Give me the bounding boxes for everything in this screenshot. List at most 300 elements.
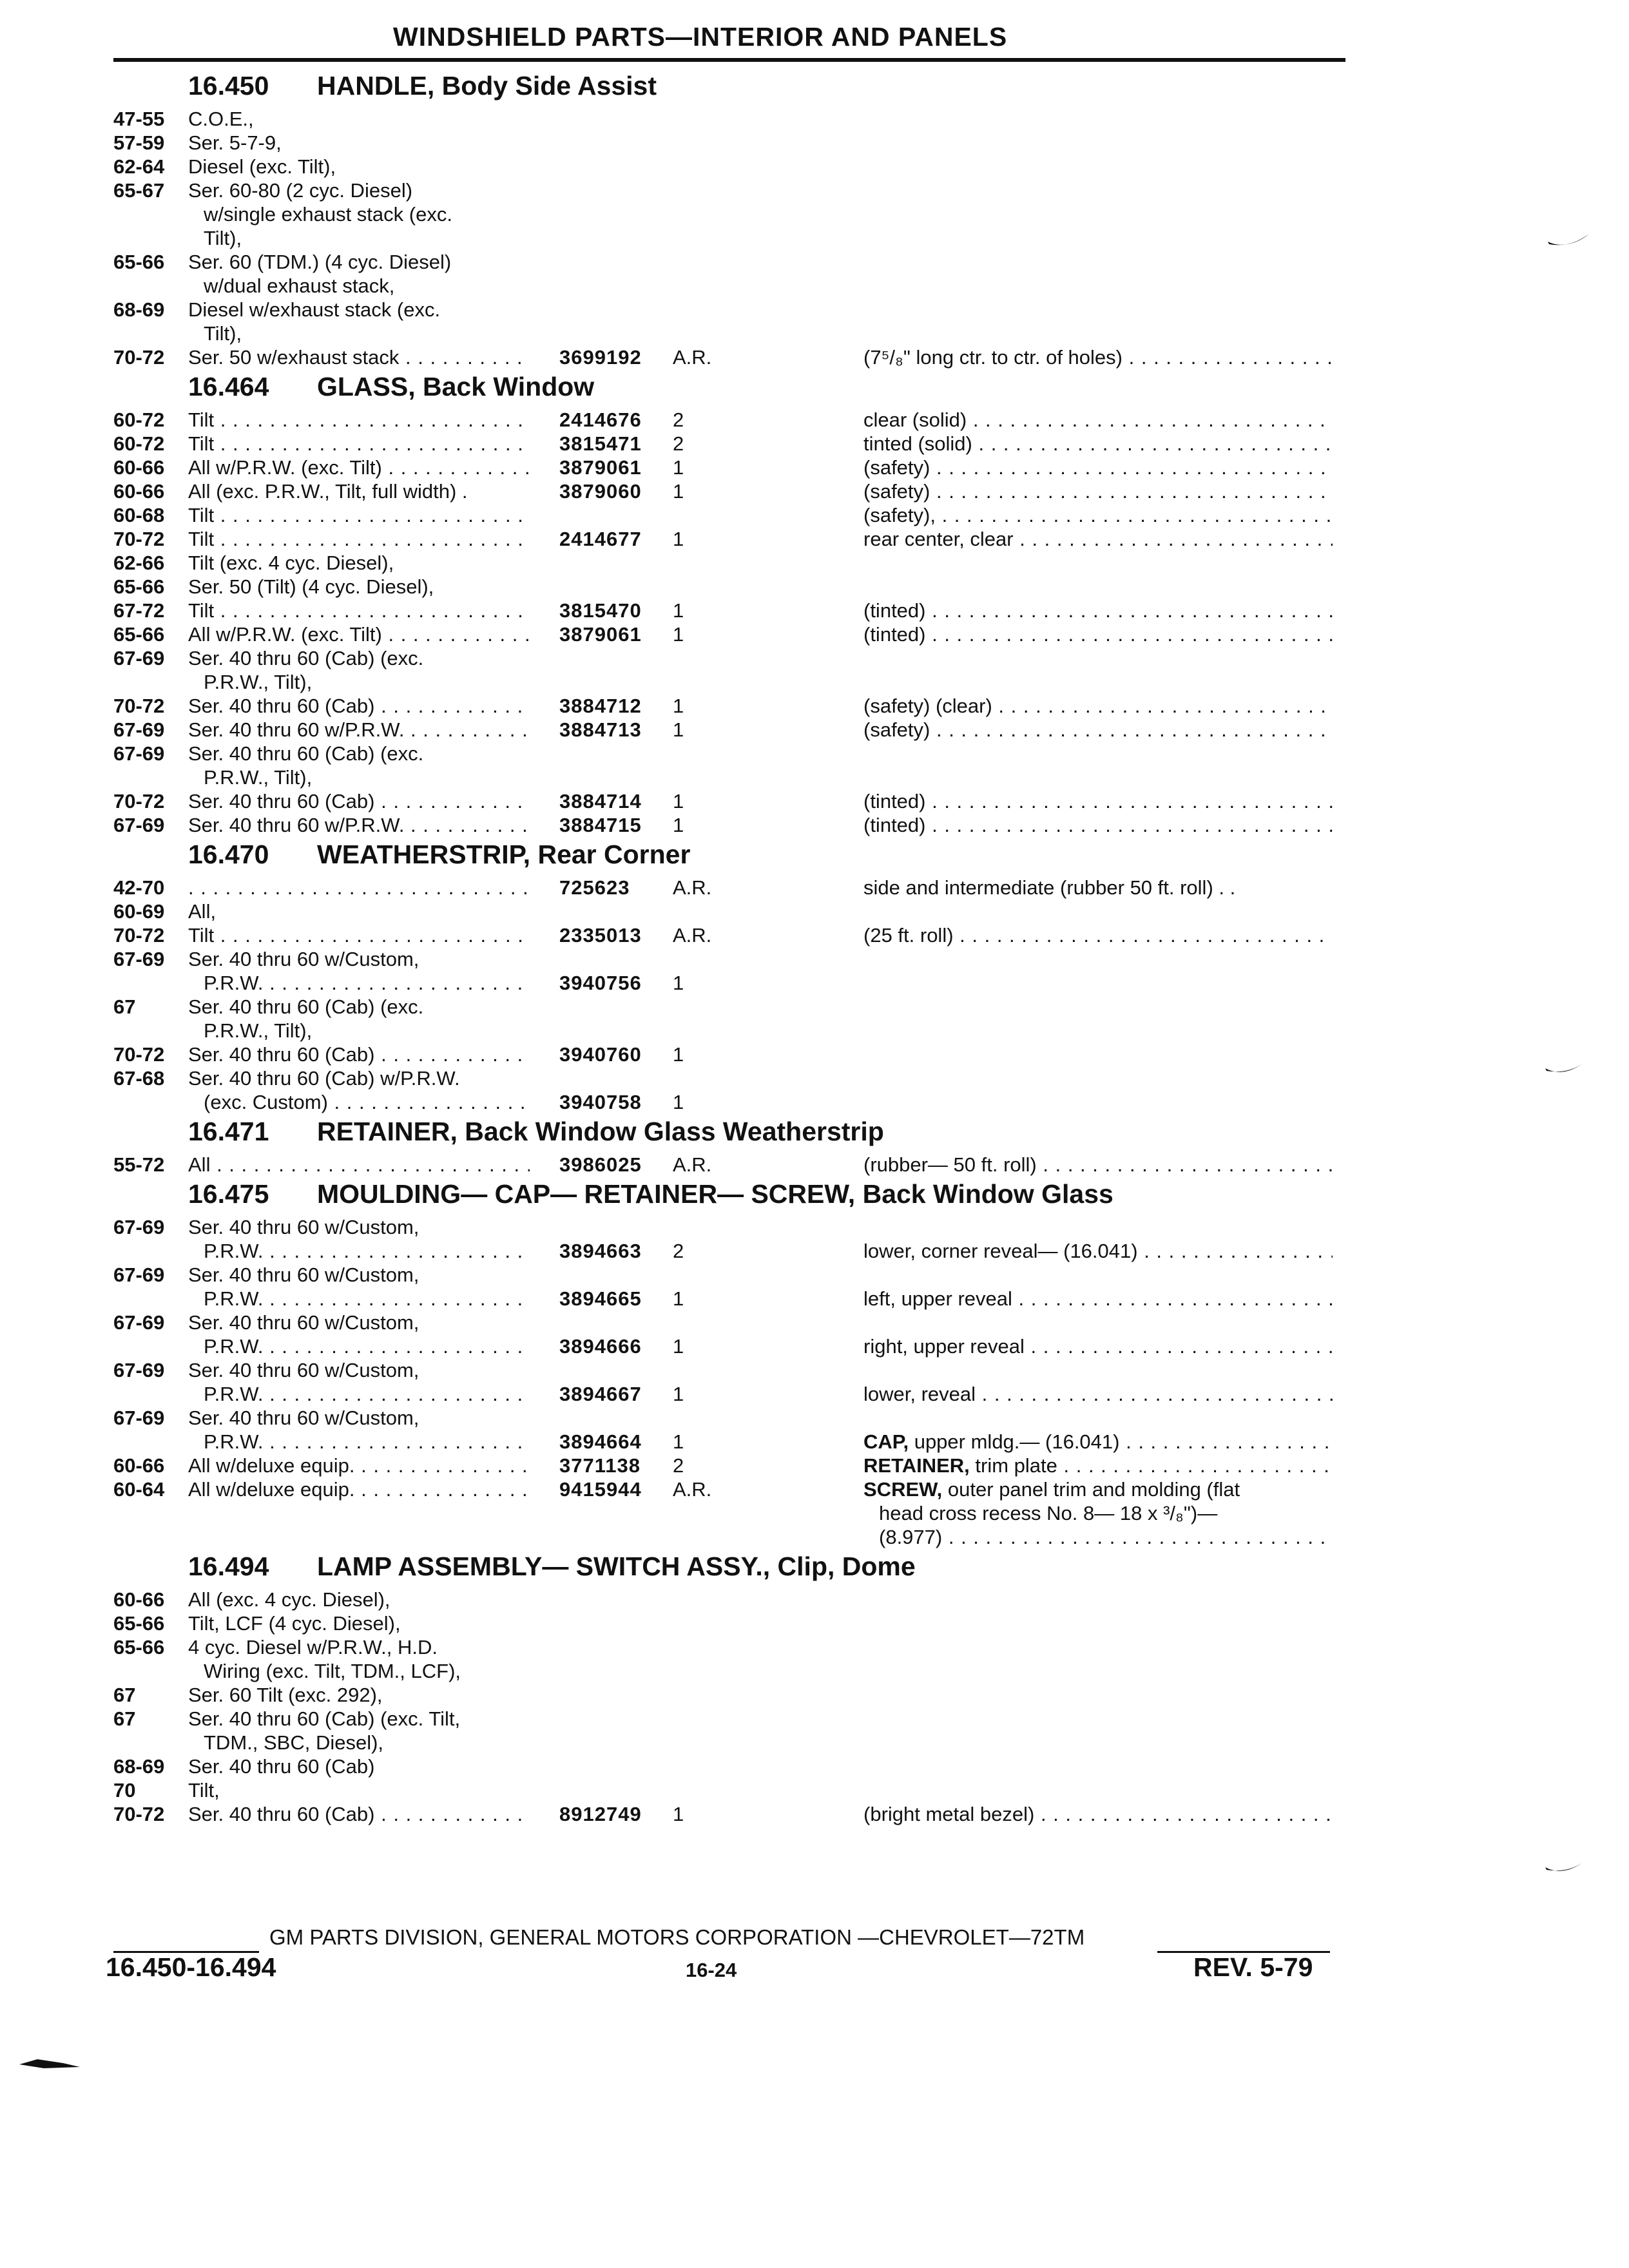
section-title: MOULDING— CAP— RETAINER— SCREW, Back Window Glass	[317, 1179, 1113, 1209]
model-years: 60-66	[113, 456, 165, 479]
quantity: 1	[673, 814, 684, 836]
application-description: Ser. 40 thru 60 w/Custom,	[188, 1359, 419, 1381]
model-years: 65-66	[113, 1636, 165, 1658]
model-years: 67-69	[113, 1407, 165, 1429]
section-title: RETAINER, Back Window Glass Weatherstrip	[317, 1117, 884, 1146]
list-item	[0, 622, 1629, 646]
section-16-450	[0, 71, 1629, 369]
part-number: 3884714	[559, 790, 642, 812]
application-description: P.R.W. . . .	[188, 1334, 530, 1358]
application-description: P.R.W. . . .	[188, 1430, 530, 1454]
model-years: 70	[113, 1779, 136, 1802]
application-description: P.R.W., Tilt),	[204, 1019, 313, 1042]
note-text: (bright metal bezel)	[863, 1803, 1035, 1825]
application-description: Ser. 40 thru 60 (Cab) . . .	[188, 1802, 530, 1826]
part-note	[863, 923, 1333, 947]
part-note	[863, 694, 1333, 718]
note-text: (safety) (clear)	[863, 695, 992, 717]
list-item	[0, 1501, 1629, 1525]
application-description: Tilt . . .	[188, 527, 530, 551]
application-description: All,	[188, 900, 217, 923]
note-text: clear (solid)	[863, 408, 967, 431]
section-heading	[0, 840, 1629, 876]
part-number: 3884715	[559, 814, 642, 836]
list-item	[0, 1477, 1629, 1501]
application-description: Tilt . . .	[188, 432, 530, 456]
list-item	[0, 551, 1629, 575]
application-description: Diesel w/exhaust stack (exc.	[188, 298, 441, 321]
part-note	[863, 456, 1333, 479]
part-note	[863, 1802, 1333, 1826]
list-item	[0, 1239, 1629, 1263]
list-item	[0, 694, 1629, 718]
section-heading	[0, 1179, 1629, 1215]
section-16-471	[0, 1117, 1629, 1177]
quantity: 1	[673, 1091, 684, 1113]
list-item	[0, 1406, 1629, 1430]
list-item	[0, 432, 1629, 456]
note-text: (tinted)	[863, 814, 926, 836]
part-note	[863, 1239, 1333, 1263]
quantity: 1	[673, 972, 684, 994]
section-number: 16.494	[188, 1552, 269, 1581]
section-16-494	[0, 1552, 1629, 1826]
note-text: (tinted)	[863, 623, 926, 646]
part-note	[863, 1287, 1333, 1311]
list-item	[0, 575, 1629, 599]
application-description: P.R.W. . . .	[188, 1287, 530, 1311]
part-number: 3894663	[559, 1240, 642, 1262]
model-years: 68-69	[113, 1755, 165, 1778]
quantity: 1	[673, 1430, 684, 1453]
application-description: Tilt),	[204, 227, 242, 249]
model-years: 67-72	[113, 599, 165, 622]
list-item	[0, 876, 1629, 899]
quantity: 1	[673, 1287, 684, 1310]
note-text: right, upper reveal	[863, 1335, 1025, 1358]
application-description: Ser. 40 thru 60 w/Custom,	[188, 1311, 419, 1334]
application-description: C.O.E.,	[188, 108, 254, 130]
section-heading	[0, 71, 1629, 107]
list-item	[0, 1043, 1629, 1066]
note-text: outer panel trim and molding (flat	[947, 1478, 1240, 1501]
list-item	[0, 202, 1629, 226]
list-item	[0, 947, 1629, 971]
quantity: 2	[673, 408, 684, 431]
list-item	[0, 646, 1629, 670]
model-years: 62-66	[113, 552, 165, 574]
part-number: 3940756	[559, 972, 642, 994]
footer-range: 16.450-16.494	[106, 1952, 276, 1982]
quantity: A.R.	[673, 346, 712, 369]
application-description: All w/deluxe equip. . . .	[188, 1454, 530, 1477]
note-text: (safety)	[863, 718, 930, 741]
model-years: 67	[113, 1707, 136, 1730]
list-item	[0, 479, 1629, 503]
application-description: Ser. 40 thru 60 (Cab) . . .	[188, 694, 530, 718]
model-years: 67-69	[113, 1359, 165, 1381]
model-years: 67-69	[113, 814, 165, 836]
list-item	[0, 1588, 1629, 1611]
note-text: lower, reveal	[863, 1383, 976, 1405]
part-number: 3986025	[559, 1153, 642, 1176]
part-number: 3894664	[559, 1430, 642, 1453]
list-item	[0, 1090, 1629, 1114]
scan-mark-1	[1547, 229, 1592, 255]
part-note	[863, 1153, 1333, 1177]
part-note	[863, 1334, 1333, 1358]
application-description: P.R.W., Tilt),	[204, 671, 313, 693]
list-item	[0, 527, 1629, 551]
application-description: Ser. 40 thru 60 w/Custom,	[188, 948, 419, 970]
model-years: 60-64	[113, 1478, 165, 1501]
list-item	[0, 274, 1629, 298]
scan-mark-3	[1544, 1856, 1589, 1881]
list-item	[0, 813, 1629, 837]
model-years: 65-66	[113, 1612, 165, 1635]
quantity: 1	[673, 695, 684, 717]
list-item	[0, 1334, 1629, 1358]
model-years: 70-72	[113, 924, 165, 947]
application-description: Tilt . . .	[188, 503, 530, 527]
application-description: Ser. 40 thru 60 w/Custom,	[188, 1264, 419, 1286]
application-description: Ser. 60 (TDM.) (4 cyc. Diesel)	[188, 251, 452, 273]
part-number: 3884713	[559, 718, 642, 741]
part-note	[863, 599, 1333, 622]
application-description: Ser. 40 thru 60 (Cab) . . .	[188, 789, 530, 813]
application-description: Ser. 40 thru 60 w/P.R.W. . . .	[188, 718, 530, 742]
section-16-475	[0, 1179, 1629, 1549]
part-note	[863, 876, 1333, 899]
list-item	[0, 1454, 1629, 1477]
part-note	[863, 789, 1333, 813]
part-note	[863, 503, 1333, 527]
model-years: 67	[113, 995, 136, 1018]
model-years: 60-68	[113, 504, 165, 526]
part-number: 3815470	[559, 599, 642, 622]
section-heading	[0, 372, 1629, 408]
model-years: 68-69	[113, 298, 165, 321]
note-text: (safety),	[863, 504, 936, 526]
application-description: All . . .	[188, 1153, 530, 1177]
application-description: P.R.W., Tilt),	[204, 766, 313, 789]
list-item	[0, 670, 1629, 694]
model-years: 67-68	[113, 1067, 165, 1090]
part-number: 3879061	[559, 623, 642, 646]
application-description: Ser. 40 thru 60 w/Custom,	[188, 1216, 419, 1238]
model-years: 42-70	[113, 876, 165, 899]
application-description: Ser. 60 Tilt (exc. 292),	[188, 1684, 383, 1706]
note-text: (safety)	[863, 480, 930, 503]
quantity: A.R.	[673, 876, 712, 899]
quantity: 1	[673, 1335, 684, 1358]
model-years: 67-69	[113, 1311, 165, 1334]
application-description: Ser. 40 thru 60 (Cab) (exc. Tilt,	[188, 1707, 461, 1730]
note-part-name: RETAINER,	[863, 1454, 970, 1477]
footer-revision: REV. 5-79	[1193, 1952, 1313, 1982]
note-text: (7⁵/₈" long ctr. to ctr. of holes)	[863, 346, 1123, 369]
model-years: 70-72	[113, 1803, 165, 1825]
application-description: Ser. 40 thru 60 (Cab) (exc.	[188, 647, 424, 669]
model-years: 70-72	[113, 695, 165, 717]
quantity: 2	[673, 1240, 684, 1262]
quantity: A.R.	[673, 1478, 712, 1501]
list-item	[0, 1153, 1629, 1177]
note-text: upper mldg.— (16.041)	[914, 1430, 1120, 1453]
quantity: 1	[673, 718, 684, 741]
model-years: 67-69	[113, 1216, 165, 1238]
section-number: 16.471	[188, 1117, 269, 1146]
list-item	[0, 1066, 1629, 1090]
part-note	[863, 718, 1333, 742]
application-description: Tilt,	[188, 1779, 220, 1802]
quantity: A.R.	[673, 1153, 712, 1176]
note-text: left, upper reveal	[863, 1287, 1012, 1310]
part-number: 725623	[559, 876, 630, 899]
list-item	[0, 155, 1629, 178]
model-years: 55-72	[113, 1153, 165, 1176]
list-item	[0, 503, 1629, 527]
part-note	[863, 345, 1333, 369]
part-number: 3894666	[559, 1335, 642, 1358]
part-number: 3879060	[559, 480, 642, 503]
quantity: 1	[673, 456, 684, 479]
section-16-470	[0, 840, 1629, 1114]
part-note	[863, 622, 1333, 646]
application-description: Ser. 40 thru 60 (Cab) (exc.	[188, 995, 424, 1018]
list-item	[0, 1215, 1629, 1239]
quantity: 1	[673, 528, 684, 550]
application-description: Ser. 60-80 (2 cyc. Diesel)	[188, 179, 413, 202]
model-years: 70-72	[113, 346, 165, 369]
model-years: 67-69	[113, 742, 165, 765]
application-description: All (exc. P.R.W., Tilt, full width) .	[188, 480, 468, 503]
application-description: Ser. 40 thru 60 w/P.R.W. . . .	[188, 813, 530, 837]
application-description: Diesel (exc. Tilt),	[188, 155, 336, 178]
note-text: rear center, clear	[863, 528, 1014, 550]
model-years: 62-64	[113, 155, 165, 178]
model-years: 65-66	[113, 575, 165, 598]
application-description: Tilt . . .	[188, 599, 530, 622]
application-description: Ser. 40 thru 60 (Cab)	[188, 1755, 375, 1778]
quantity: 1	[673, 1383, 684, 1405]
part-number: 2414676	[559, 408, 642, 431]
list-item	[0, 971, 1629, 995]
application-description: Ser. 50 (Tilt) (4 cyc. Diesel),	[188, 575, 434, 598]
part-number: 2335013	[559, 924, 642, 947]
list-item	[0, 599, 1629, 622]
list-item	[0, 742, 1629, 765]
note-part-name: SCREW,	[863, 1478, 943, 1501]
list-item	[0, 1358, 1629, 1382]
application-description: w/single exhaust stack (exc.	[204, 203, 452, 226]
list-item	[0, 1635, 1629, 1659]
section-number: 16.470	[188, 840, 269, 869]
list-item	[0, 718, 1629, 742]
part-number: 9415944	[559, 1478, 642, 1501]
application-description: Ser. 40 thru 60 (Cab) w/P.R.W.	[188, 1067, 460, 1090]
quantity: 2	[673, 432, 684, 455]
model-years: 67-69	[113, 647, 165, 669]
part-note	[863, 1430, 1333, 1454]
quantity: A.R.	[673, 924, 712, 947]
part-note	[863, 1382, 1333, 1406]
model-years: 47-55	[113, 108, 165, 130]
application-description: P.R.W. . . .	[188, 1239, 530, 1263]
application-description: 4 cyc. Diesel w/P.R.W., H.D.	[188, 1636, 438, 1658]
application-description: Tilt . . .	[188, 923, 530, 947]
part-note	[863, 408, 1333, 432]
note-text: tinted (solid)	[863, 432, 972, 455]
quantity: 1	[673, 790, 684, 812]
model-years: 57-59	[113, 131, 165, 154]
application-description: Tilt (exc. 4 cyc. Diesel),	[188, 552, 394, 574]
list-item	[0, 345, 1629, 369]
part-number: 3815471	[559, 432, 642, 455]
model-years: 67-69	[113, 718, 165, 741]
section-number: 16.464	[188, 372, 269, 401]
section-title: WEATHERSTRIP, Rear Corner	[317, 840, 691, 869]
part-note	[863, 1501, 1333, 1525]
list-item	[0, 1525, 1629, 1549]
part-number: 3940758	[559, 1091, 642, 1113]
application-description: Tilt),	[204, 322, 242, 345]
part-note	[863, 1525, 1333, 1549]
application-description: TDM., SBC, Diesel),	[204, 1731, 384, 1754]
part-note	[863, 1454, 1333, 1477]
model-years: 70-72	[113, 528, 165, 550]
section-title: HANDLE, Body Side Assist	[317, 71, 657, 101]
list-item	[0, 131, 1629, 155]
section-number: 16.475	[188, 1179, 269, 1209]
application-description: All w/deluxe equip. . . .	[188, 1477, 530, 1501]
application-description: w/dual exhaust stack,	[204, 274, 395, 297]
part-number: 3894665	[559, 1287, 642, 1310]
quantity: 1	[673, 599, 684, 622]
model-years: 67-69	[113, 1264, 165, 1286]
list-item	[0, 1802, 1629, 1826]
list-item	[0, 1683, 1629, 1707]
list-item	[0, 250, 1629, 274]
list-item	[0, 408, 1629, 432]
application-description	[188, 876, 530, 899]
application-description: (exc. Custom) . . .	[188, 1090, 530, 1114]
model-years: 60-66	[113, 1588, 165, 1611]
model-years: 60-72	[113, 432, 165, 455]
page-title: WINDSHIELD PARTS—INTERIOR AND PANELS	[393, 22, 1008, 52]
section-title: LAMP ASSEMBLY— SWITCH ASSY., Clip, Dome	[317, 1552, 916, 1581]
application-description: P.R.W. . . .	[188, 1382, 530, 1406]
application-description: Ser. 50 w/exhaust stack . . .	[188, 345, 530, 369]
section-heading	[0, 1552, 1629, 1588]
application-description: Ser. 40 thru 60 w/Custom,	[188, 1407, 419, 1429]
application-description: All w/P.R.W. (exc. Tilt) . . .	[188, 622, 530, 646]
part-note	[863, 527, 1333, 551]
model-years: 60-69	[113, 900, 165, 923]
part-number: 3771138	[559, 1454, 641, 1477]
note-part-name: CAP,	[863, 1430, 909, 1453]
list-item	[0, 1382, 1629, 1406]
note-text: head cross recess No. 8— 18 x ³/₈")—	[879, 1502, 1218, 1524]
model-years: 65-66	[113, 251, 165, 273]
list-item	[0, 995, 1629, 1019]
section-number: 16.450	[188, 71, 269, 101]
list-item	[0, 923, 1629, 947]
model-years: 67-69	[113, 948, 165, 970]
section-heading	[0, 1117, 1629, 1153]
list-item	[0, 1019, 1629, 1043]
list-item	[0, 1311, 1629, 1334]
part-number: 3699192	[559, 346, 642, 369]
part-note	[863, 813, 1333, 837]
list-item	[0, 765, 1629, 789]
model-years: 67	[113, 1684, 136, 1706]
list-item	[0, 899, 1629, 923]
list-item	[0, 178, 1629, 202]
model-years: 65-67	[113, 179, 165, 202]
model-years: 70-72	[113, 790, 165, 812]
part-number: 8912749	[559, 1803, 642, 1825]
application-description: Wiring (exc. Tilt, TDM., LCF),	[204, 1660, 461, 1682]
list-item	[0, 1731, 1629, 1754]
model-years: 60-66	[113, 480, 165, 503]
application-description: Ser. 5-7-9,	[188, 131, 282, 154]
section-title: GLASS, Back Window	[317, 372, 595, 401]
application-description: All w/P.R.W. (exc. Tilt) . . .	[188, 456, 530, 479]
part-note	[863, 432, 1333, 456]
model-years: 60-66	[113, 1454, 165, 1477]
application-description: P.R.W. . . .	[188, 971, 530, 995]
list-item	[0, 1611, 1629, 1635]
list-item	[0, 1263, 1629, 1287]
part-number: 3940760	[559, 1043, 642, 1066]
quantity: 2	[673, 1454, 684, 1477]
quantity: 1	[673, 623, 684, 646]
parts-list	[0, 71, 1629, 1829]
application-description: Tilt . . .	[188, 408, 530, 432]
footer-page-number: 16-24	[686, 1959, 737, 1981]
note-text: (tinted)	[863, 599, 926, 622]
note-text: (tinted)	[863, 790, 926, 812]
section-16-464	[0, 372, 1629, 837]
scan-mark-4	[18, 2053, 82, 2072]
note-text: side and intermediate (rubber 50 ft. roll) . .	[863, 876, 1236, 899]
part-number: 3884712	[559, 695, 642, 717]
part-note	[863, 479, 1333, 503]
list-item	[0, 1707, 1629, 1731]
header-rule	[113, 58, 1345, 62]
footer-publisher: GM PARTS DIVISION, GENERAL MOTORS CORPORATION —CHEVROLET—72TM	[269, 1925, 1085, 1949]
list-item	[0, 789, 1629, 813]
list-item	[0, 298, 1629, 322]
note-text: (rubber— 50 ft. roll)	[863, 1153, 1037, 1176]
list-item	[0, 1659, 1629, 1683]
list-item	[0, 1754, 1629, 1778]
model-years: 65-66	[113, 623, 165, 646]
list-item	[0, 1430, 1629, 1454]
list-item	[0, 226, 1629, 250]
list-item	[0, 1287, 1629, 1311]
application-description: Ser. 40 thru 60 (Cab) (exc.	[188, 742, 424, 765]
note-text: (25 ft. roll)	[863, 924, 954, 947]
quantity: 1	[673, 1803, 684, 1825]
list-item	[0, 456, 1629, 479]
part-number: 3894667	[559, 1383, 642, 1405]
note-text: (8.977)	[879, 1526, 943, 1548]
application-description: Ser. 40 thru 60 (Cab) . . .	[188, 1043, 530, 1066]
quantity: 1	[673, 1043, 684, 1066]
list-item	[0, 322, 1629, 345]
